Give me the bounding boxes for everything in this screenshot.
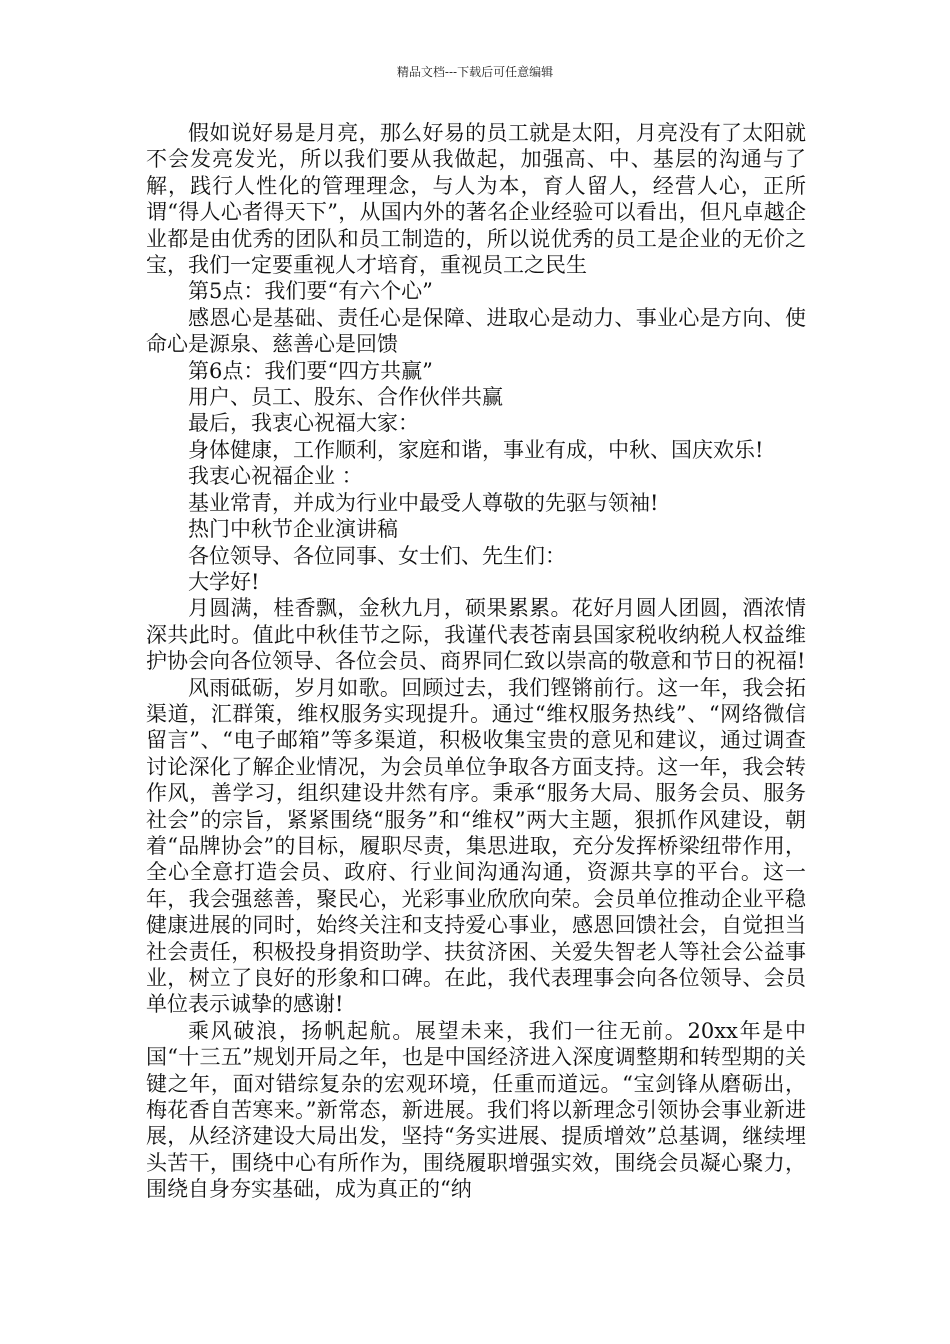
paragraph-6: 最后，我衷心祝福大家： — [188, 411, 419, 436]
document-body — [146, 120, 806, 1203]
paragraph-5: 用户、员工、股东、合作伙伴共赢 — [188, 385, 503, 410]
paragraph-15: 乘风破浪，扬帆起航。展望未来，我们一往无前。20xx年是中国“十三五”规划开局之年，也是中国经济进入深度调整期和转型期的关键之年，面对错综复杂的宏观环境，任重而道远。“宝剑锋从磨砺出，梅花香自苦寒来。”新常态，新进展。我们将以新理念引领协会事业新进展，从经济建设大局出发，坚持“务实进展、提质增效”总基调，继续埋头苦干，围绕中心有所作为，围绕履职增强实效，围绕会员凝心聚力，围绕自身夯实基础，成为真正的“纳 — [146, 1018, 806, 1202]
page-header: 精品文档---下载后可任意编辑 — [396, 65, 554, 79]
paragraph-1: 假如说好易是月亮，那么好易的员工就是太阳，月亮没有了太阳就不会发亮发光，所以我们要从我做起，加强高、中、基层的沟通与了解，践行人性化的管理理念，与人为本，育人留人，经营人心，正所谓“得人心者得天下”，从国内外的著名企业经验可以看出，但凡卓越企业都是由优秀的团队和员工制造的，所以说优秀的员工是企业的无价之宝，我们一定要重视人才培育，重视员工之民生 — [146, 121, 806, 278]
paragraph-10: 热门中秋节企业演讲稿 — [188, 517, 398, 542]
paragraph-8: 我衷心祝福企业 ： — [188, 464, 363, 489]
paragraph-3: 感恩心是基础、责任心是保障、进取心是动力、事业心是方向、使命心是源泉、慈善心是回馈 — [146, 305, 806, 357]
paragraph-2: 第5点：我们要“有六个心” — [188, 279, 433, 304]
paragraph-7: 身体健康，工作顺利，家庭和谐，事业有成，中秋、国庆欢乐! — [188, 437, 764, 462]
paragraph-9: 基业常青，并成为行业中最受人尊敬的先驱与领袖! — [188, 490, 659, 515]
paragraph-14: 风雨砥砺，岁月如歌。回顾过去，我们铿锵前行。这一年，我会拓渠道，汇群策，维权服务实现提升。通过“维权服务热线”、“网络微信留言”、“电子邮箱”等多渠道，积极收集宝贵的意见和建议，通过调查讨论深化了解企业情况，为会员单位争取各方面支持。这一年，我会转作风，善学习，组织建设井然有序。秉承“服务大局、服务会员、服务社会”的宗旨，紧紧围绕“服务”和“维权”两大主题，狠抓作风建设，朝着“品牌协会”的目标，履职尽责，集思进取，充分发挥桥梁纽带作用，全心全意打造会员、政府、行业间沟通沟通，资源共享的平台。这一年，我会强慈善，聚民心，光彩事业欣欣向荣。会员单位推动企业平稳健康进展的同时，始终关注和支持爱心事业，感恩回馈社会，自觉担当社会责任，积极投身捐资助学、扶贫济困、关爱失智老人等社会公益事业，树立了良好的形象和口碑。在此，我代表理事会向各位领导、会员单位表示诚挚的感谢! — [146, 675, 806, 1017]
paragraph-11: 各位领导、各位同事、女士们、先生们： — [188, 543, 566, 568]
paragraph-13: 月圆满，桂香飘，金秋九月，硕果累累。花好月圆人团圆，酒浓情深共此时。值此中秋佳节之际，我谨代表苍南县国家税收纳税人权益维护协会向各位领导、各位会员、商界同仁致以崇高的敬意和节日的祝福! — [146, 596, 806, 674]
paragraph-4: 第6点：我们要“四方共赢” — [188, 358, 433, 383]
paragraph-12: 大学好! — [188, 569, 260, 594]
